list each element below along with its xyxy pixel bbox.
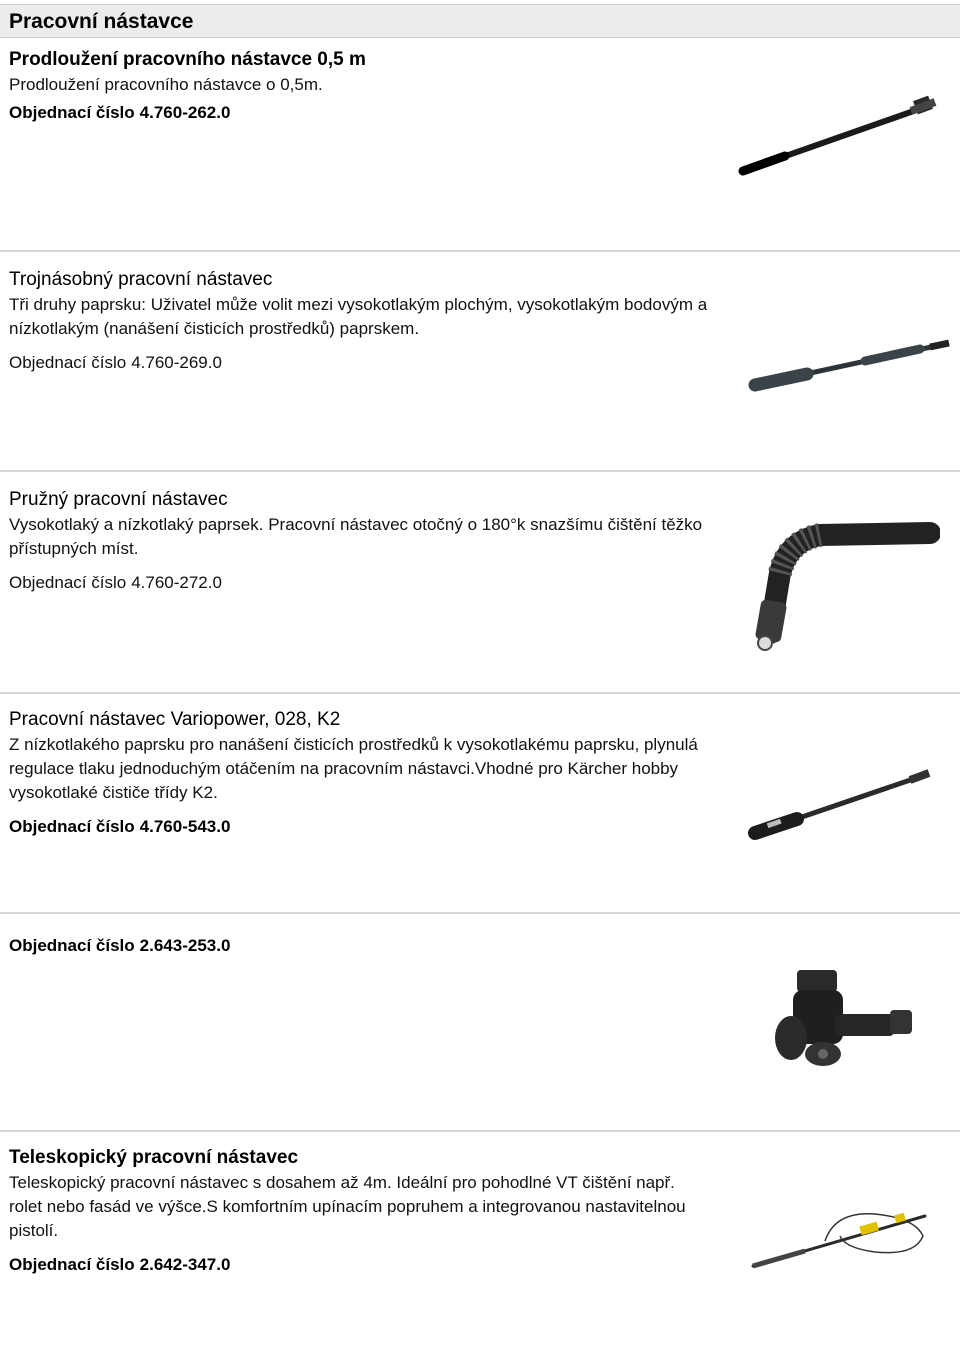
divider <box>0 250 960 252</box>
variopower-lance-icon <box>745 763 935 843</box>
product-description: Z nízkotlakého paprsku pro nanášení čisticích prostředků k vysokotlakému paprsku, plynulá regulace tlaku jednoduchým otáčením na pracovním nástavci.Vhodné pro Kärcher hobby vysokotlaké čističe třídy K2. <box>9 735 698 802</box>
order-label: Objednací číslo <box>9 573 127 592</box>
product-description: Teleskopický pracovní nástavec s dosahem až 4m. Ideální pro pohodlné VT čištění např. rolet nebo fasád ve výšce.S komfortním upínacím popruhem a integrovanou nastavitelnou pistolí. <box>9 1173 686 1240</box>
order-number <box>9 934 709 958</box>
product-item <box>0 48 960 248</box>
order-value: 4.760-272.0 <box>131 573 222 592</box>
product-item <box>0 488 960 678</box>
angle-nozzle-icon <box>765 962 925 1082</box>
product-title: Pružný pracovní nástavec <box>9 489 228 510</box>
product-item <box>0 934 960 1114</box>
order-number <box>9 1253 709 1277</box>
extension-lance-icon <box>735 93 945 183</box>
product-description: Tři druhy paprsku: Uživatel může volit mezi vysokotlakým plochým, vysokotlakým bodovým a nízkotlakým (nanášení čisticích prostředků) paprskem. <box>9 295 708 338</box>
section-header <box>0 4 960 38</box>
section-title: Pracovní nástavce <box>9 10 194 33</box>
order-label: Objednací číslo <box>9 1255 135 1274</box>
telescopic-lance-icon <box>745 1206 940 1276</box>
product-description: Vysokotlaký a nízkotlaký paprsek. Pracovní nástavec otočný o 180°k snazšímu čištění těžko přístupných míst. <box>9 515 703 558</box>
order-value: 2.642-347.0 <box>139 1255 231 1274</box>
order-value: 4.760-262.0 <box>139 103 231 122</box>
order-label: Objednací číslo <box>9 353 127 372</box>
divider <box>0 1130 960 1132</box>
order-label: Objednací číslo <box>9 936 135 955</box>
product-title: Teleskopický pracovní nástavec <box>9 1147 299 1168</box>
order-number <box>9 815 709 839</box>
order-value: 2.643-253.0 <box>139 936 231 955</box>
order-label: Objednací číslo <box>9 103 135 122</box>
divider <box>0 912 960 914</box>
order-number <box>9 351 709 375</box>
order-number <box>9 571 709 595</box>
divider <box>0 470 960 472</box>
product-title: Prodloužení pracovního nástavce 0,5 m <box>9 49 366 70</box>
order-value: 4.760-269.0 <box>131 353 222 372</box>
product-title: Pracovní nástavec Variopower, 028, K2 <box>9 709 341 730</box>
flexible-lance-icon <box>740 513 940 653</box>
product-item <box>0 1146 960 1346</box>
order-label: Objednací číslo <box>9 817 135 836</box>
triple-lance-icon <box>745 330 955 400</box>
product-description: Prodloužení pracovního nástavce o 0,5m. <box>9 75 323 94</box>
product-item <box>0 708 960 908</box>
order-value: 4.760-543.0 <box>139 817 231 836</box>
order-number <box>9 101 709 125</box>
product-item <box>0 268 960 448</box>
divider <box>0 692 960 694</box>
product-title: Trojnásobný pracovní nástavec <box>9 269 273 290</box>
